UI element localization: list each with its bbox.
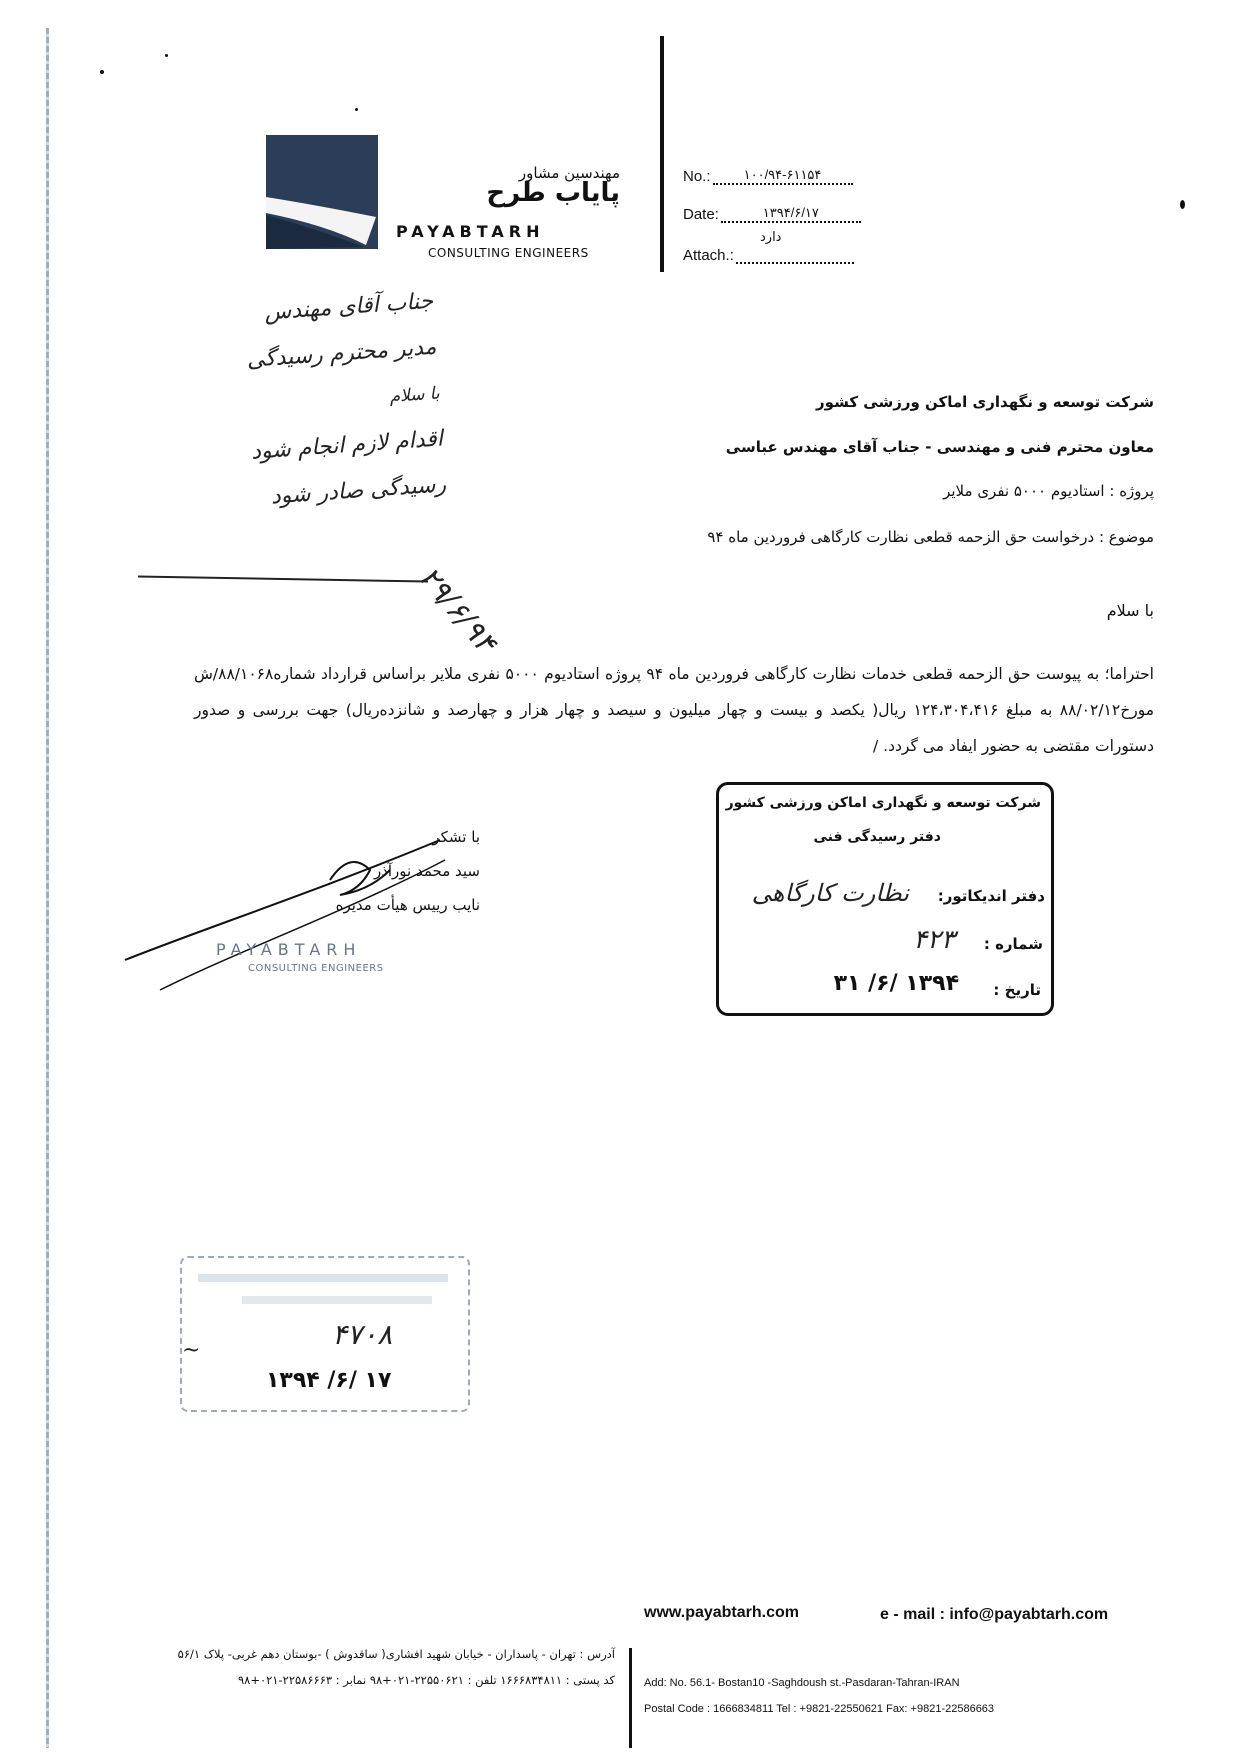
- scan-speck: [1180, 200, 1185, 209]
- stamp-indicator-label: دفتر اندیکاتور:: [937, 887, 1045, 905]
- stamp-indicator-value: نظارت کارگاهی: [751, 879, 909, 907]
- scan-edge: [46, 28, 49, 1748]
- greeting: با سلام: [1106, 601, 1154, 620]
- receipt-stamp: [716, 782, 1054, 1016]
- handwritten-line: جناب آقای مهندس: [263, 288, 435, 326]
- handwritten-note: [102, 279, 447, 531]
- letter-attach-row: [683, 247, 854, 264]
- logo-persian-name: پایاب طرح: [486, 178, 620, 208]
- handwritten-date: ۲۹/۶/۹۴: [411, 560, 503, 660]
- date-value: ۱۳۹۴/۶/۱۷: [721, 205, 861, 223]
- handwritten-underline: [138, 575, 428, 582]
- faint-stamp-date: ۱۳۹۴ /۶/ ۱۷: [266, 1368, 392, 1393]
- scan-speck: [355, 108, 358, 111]
- contact-line: کد پستی : ۱۶۶۶۸۳۴۸۱۱ تلفن : ۲۲۵۵۰۶۲۱-۰۲۱+۹۸ نمابر : ۲۲۵۸۶۶۶۳-۰۲۱+۹۸: [237, 1673, 615, 1687]
- attach-label: Attach.:: [683, 247, 734, 264]
- address-english: [644, 1670, 994, 1722]
- logo-mark: [266, 135, 378, 249]
- letter-body: احتراما؛ به پیوست حق الزحمه قطعی خدمات نظارت کارگاهی فروردین ماه ۹۴ پروژه استادیوم ۵۰۰۰ نفری ملایر براساس قرارداد شماره۸۸/۱۰۶۸/ش مورخ۸۸/۰۲/۱۲ به مبلغ ۱۲۴،۳۰۴،۴۱۶ ریال( یکصد و بیست و چهار میلیون و سیصد و چهار هزار و چهارصد و شانزده‌ریال) جهت بررسی و صدور دستورات مقتضی به حضور ایفاد می گردد. /: [194, 665, 1155, 755]
- closing: با تشکر: [432, 828, 480, 846]
- faint-stamp-text: [198, 1274, 448, 1282]
- website: www.payabtarh.com: [644, 1604, 799, 1621]
- footer-divider: [629, 1648, 632, 1748]
- letter-date-row: [683, 205, 861, 223]
- faint-stamp-number: ۴۷۰۸: [332, 1318, 393, 1351]
- recipient-person: معاون محترم فنی و مهندسی - جناب آقای مهندس عباسی: [725, 438, 1154, 456]
- subject-line: موضوع : درخواست حق الزحمه قطعی نظارت کارگاهی فروردین ماه ۹۴: [707, 528, 1154, 546]
- scan-speck: [100, 70, 104, 74]
- address-line: آدرس : تهران - پاسداران - خیابان شهید افشاری( ساقدوش ) -بوستان دهم غربی- پلاک ۵۶/۱: [177, 1647, 615, 1661]
- attach-line: [736, 262, 854, 264]
- handwritten-line: با سلام: [388, 383, 441, 407]
- faint-stamp-handwriting: ~: [182, 1338, 201, 1363]
- number-value: ۱۰۰/۹۴-۶۱۱۵۴: [713, 167, 853, 185]
- header-divider: [660, 36, 664, 272]
- address-line: Add: No. 56.1- Bostan10 -Saghdoush st.-Pasdaran-Tahran-IRAN: [644, 1677, 960, 1689]
- signer-title: نایب رییس هیأت مدیره: [335, 896, 480, 914]
- handwritten-line: مدیر محترم رسیدگی: [245, 334, 438, 373]
- number-label: No.:: [683, 168, 711, 185]
- company-stamp-subtitle: CONSULTING ENGINEERS: [248, 963, 384, 974]
- stamp-date-value: ۱۳۹۴ /۶/ ۳۱: [833, 971, 959, 996]
- stamp-number-label: شماره :: [983, 935, 1043, 953]
- stamp-organization: شرکت توسعه و نگهداری اماکن ورزشی کشور: [725, 795, 1041, 811]
- logo-english-subtitle: CONSULTING ENGINEERS: [428, 246, 589, 260]
- handwritten-line: اقدام لازم انجام شود: [250, 426, 444, 465]
- attach-value: دارد: [760, 230, 782, 245]
- stamp-office: دفتر رسیدگی فنی: [813, 829, 941, 845]
- logo-english-name: PAYABTARH: [396, 222, 545, 241]
- faint-stamp-text: [242, 1296, 432, 1304]
- handwritten-line: رسیدگی صادر شود: [270, 472, 447, 510]
- project-line: پروژه : استادیوم ۵۰۰۰ نفری ملایر: [943, 482, 1154, 500]
- letter-number-row: [683, 167, 853, 185]
- scan-speck: [165, 54, 168, 57]
- faint-registration-stamp: [180, 1256, 470, 1412]
- logo-persian-subtitle: مهندسین مشاور: [518, 164, 620, 182]
- address-persian: [55, 1641, 615, 1693]
- stamp-number-value: ۴۲۳: [913, 925, 955, 955]
- company-stamp-name: PAYABTARH: [216, 940, 362, 959]
- signer-name: سید محمد نورآذر: [373, 862, 480, 880]
- contact-line: Postal Code : 1666834811 Tel : +9821-22550621 Fax: +9821-22586663: [644, 1703, 995, 1715]
- email: e - mail : info@payabtarh.com: [880, 1606, 1109, 1623]
- date-label: Date:: [683, 206, 719, 223]
- stamp-date-label: تاریخ :: [993, 981, 1041, 999]
- recipient-organization: شرکت توسعه و نگهداری اماکن ورزشی کشور: [816, 393, 1154, 411]
